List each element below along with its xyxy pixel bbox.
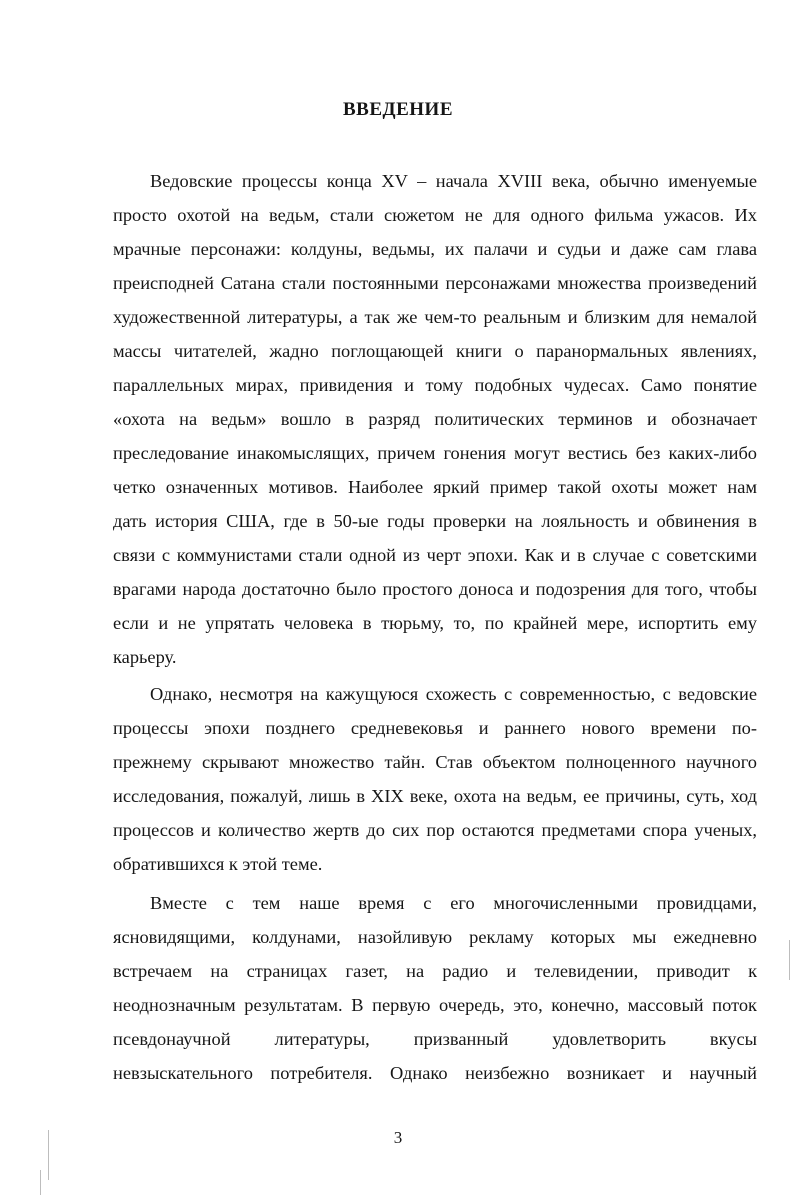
scan-speck <box>789 940 790 980</box>
scan-speck <box>40 1170 41 1195</box>
text-line: встречаем на страницах газет, на радио и телевидении, приводит к <box>113 961 757 981</box>
text-line: Вместе с тем наше время с его многочисленными провидцами, <box>150 893 757 913</box>
text-line: четко означенных мотивов. Наиболее яркий пример такой охоты может нам <box>113 477 757 497</box>
text-line: Ведовские процессы конца XV – начала XVIII века, обычно именуемые <box>150 171 757 191</box>
text-line: преследование инакомыслящих, причем гонения могут вестись без каких-либо <box>113 443 757 463</box>
page-number: 3 <box>393 1128 403 1147</box>
text-line: процессы эпохи позднего средневековья и раннего нового времени по- <box>113 718 757 738</box>
scan-speck <box>48 1130 49 1180</box>
text-line: художественной литературы, а так же чем-то реальным и близким для немалой <box>113 307 757 327</box>
text-line: невзыскательного потребителя. Однако неизбежно возникает и научный <box>113 1063 757 1083</box>
text-line: если и не упрятать человека в тюрьму, то, по крайней мере, испортить ему <box>113 613 757 633</box>
text-line: ясновидящими, колдунами, назойливую рекламу которых мы ежедневно <box>113 927 757 947</box>
text-line: связи с коммунистами стали одной из черт эпохи. Как и в случае с советскими <box>113 545 757 565</box>
text-line: мрачные персонажи: колдуны, ведьмы, их палачи и судьи и даже сам глава <box>113 239 757 259</box>
page-title: ВВЕДЕНИЕ <box>343 99 453 120</box>
text-line: дать история США, где в 50-ые годы проверки на лояльность и обвинения в <box>113 511 757 531</box>
text-line: обратившихся к этой теме. <box>113 854 323 874</box>
text-line: врагами народа достаточно было простого доноса и подозрения для того, чтобы <box>113 579 757 599</box>
text-line: карьеру. <box>113 647 177 667</box>
text-line: массы читателей, жадно поглощающей книги о паранормальных явлениях, <box>113 341 757 361</box>
text-line: процессов и количество жертв до сих пор остаются предметами спора ученых, <box>113 820 757 840</box>
text-line: преисподней Сатана стали постоянными персонажами множества произведений <box>113 273 757 293</box>
text-line: исследования, пожалуй, лишь в XIX веке, охота на ведьм, ее причины, суть, ход <box>113 786 757 806</box>
text-line: неоднозначным результатам. В первую очередь, это, конечно, массовый поток <box>113 995 757 1015</box>
text-line: псевдонаучной литературы, призванный удовлетворить вкусы <box>113 1029 757 1049</box>
text-line: Однако, несмотря на кажущуюся схожесть с современностью, с ведовские <box>150 684 757 704</box>
text-line: прежнему скрывают множество тайн. Став объектом полноценного научного <box>113 752 757 772</box>
text-line: «охота на ведьм» вошло в разряд политических терминов и обозначает <box>113 409 757 429</box>
text-line: параллельных мирах, привидения и тому подобных чудесах. Само понятие <box>113 375 757 395</box>
text-line: просто охотой на ведьм, стали сюжетом не для одного фильма ужасов. Их <box>113 205 757 225</box>
